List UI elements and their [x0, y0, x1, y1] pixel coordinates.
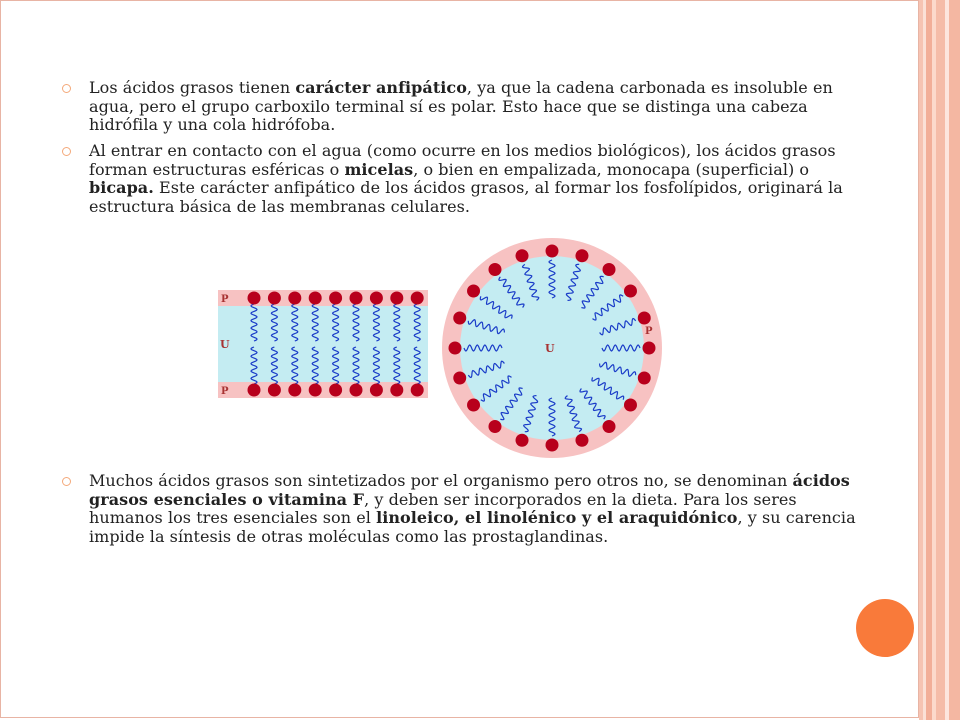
lipid-head [575, 249, 588, 262]
lipid-head [624, 399, 637, 412]
lipid-head [370, 384, 383, 397]
bilayer-label-p-top: P [221, 294, 229, 305]
lipid-head [467, 284, 480, 297]
lipid-head [350, 384, 363, 397]
lipid-head [449, 342, 462, 355]
lipid-head [575, 434, 588, 447]
lipid-head [516, 249, 529, 262]
lipid-head [288, 384, 301, 397]
lipid-head [603, 263, 616, 276]
micelle-label-p: P [645, 326, 653, 337]
bullet-text: Los ácidos grasos tienen carácter anfipático, ya que la cadena carbonada es insoluble en agua, pero el grupo carboxilo terminal sí es polar. Esto hace que se distinga una cabeza hidrófila y una cola hidrófoba. [89, 78, 833, 135]
bilayer-diagram [218, 290, 428, 398]
lipid-head [390, 292, 403, 305]
lipid-head [624, 284, 637, 297]
lipid-head [309, 292, 322, 305]
micelle-label-u: U [545, 342, 555, 355]
bullet-item [62, 472, 862, 546]
lipid-head [546, 245, 559, 258]
lipid-head [248, 384, 261, 397]
lipid-head [467, 399, 480, 412]
lipid-head [350, 292, 363, 305]
lipid-head [411, 292, 424, 305]
bullet-icon [62, 477, 71, 486]
lipid-head [638, 371, 651, 384]
lipid-head [516, 434, 529, 447]
bullet-text: Muchos ácidos grasos son sintetizados por el organismo pero otros no, se denominan ácidos grasos esenciales o vitamina F, y deben ser incorporados en la dieta. Para los seres humanos los tres esenciales son el linoleico, el linolénico y el araquidónico, y su carencia impide la síntesis de otras moléculas como las prostaglandinas. [89, 471, 856, 546]
lipid-head [329, 384, 342, 397]
lipid-head [268, 292, 281, 305]
decorative-orange-circle [856, 599, 914, 657]
lipid-head [370, 292, 383, 305]
lipid-head [248, 292, 261, 305]
lipid-head [329, 292, 342, 305]
bilayer-background [218, 290, 428, 398]
lipid-head [546, 439, 559, 452]
micelle-diagram [442, 238, 662, 458]
lipid-head [390, 384, 403, 397]
lipid-head [638, 312, 651, 325]
lipid-head [453, 371, 466, 384]
lipid-head [488, 420, 501, 433]
lipid-head [488, 263, 501, 276]
lipid-head [603, 420, 616, 433]
lipid-head [453, 312, 466, 325]
lipid-head [268, 384, 281, 397]
lipid-head [309, 384, 322, 397]
lipid-head [411, 384, 424, 397]
lipid-head [643, 342, 656, 355]
bilayer-label-u: U [220, 338, 230, 351]
bullet-text: Al entrar en contacto con el agua (como ocurre en los medios biológicos), los ácidos grasos forman estructuras esféricas o micelas, o bien en empalizada, monocapa (superficial) o bicapa. Este carácter anfipático de los ácidos grasos, al formar los fosfolípidos, originará la estructura básica de las membranas celulares. [89, 141, 843, 216]
lipid-head [288, 292, 301, 305]
bilayer-label-p-bottom: P [221, 386, 229, 397]
